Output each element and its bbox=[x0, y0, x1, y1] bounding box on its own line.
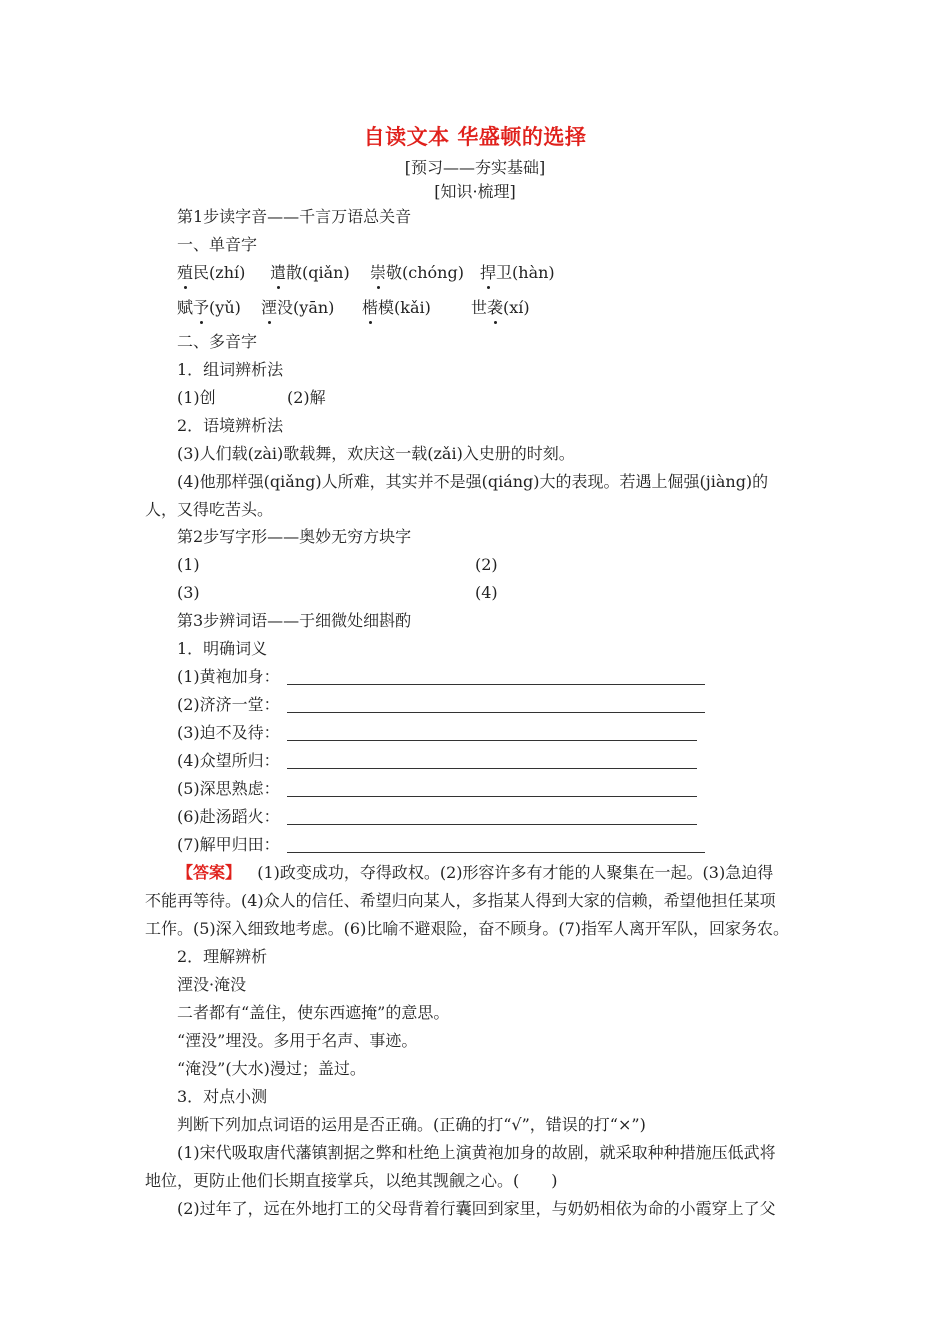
pinyin: (zhí) bbox=[209, 263, 246, 282]
answer-blank-line bbox=[287, 712, 705, 713]
pronunciation-entry bbox=[362, 297, 431, 319]
pinyin: (chóng) bbox=[402, 263, 464, 282]
definition-label: (1)黄袍加身： bbox=[177, 667, 280, 686]
quiz-instructions: 判断下列加点词语的运用是否正确。(正确的打“√”，错误的打“×”) bbox=[177, 1115, 646, 1134]
method-2-item-3: (3)人们载(zài)歌载舞，欢庆这一载(zǎi)入史册的时刻。 bbox=[177, 444, 575, 463]
step2-item-3: (3) bbox=[177, 583, 200, 602]
pinyin: (yān) bbox=[293, 298, 335, 317]
step2-item-1: (1) bbox=[177, 555, 200, 574]
pinyin: (hàn) bbox=[512, 263, 555, 282]
word-char: 散 bbox=[286, 263, 303, 282]
method-1-item-1: (1)创 bbox=[177, 388, 216, 407]
step2-heading: 第2步写字形——奥妙无穷方块字 bbox=[177, 527, 412, 546]
answer-text: (1)政变成功，夺得政权。(2)形容许多有才能的人聚集在一起。(3)急迫得 bbox=[257, 863, 774, 882]
pronunciation-entry bbox=[177, 297, 241, 319]
definition-label: (6)赴汤蹈火： bbox=[177, 807, 280, 826]
step1-heading: 第1步读字音——千言万语总关音 bbox=[177, 207, 412, 226]
pronunciation-entry bbox=[480, 262, 555, 284]
emphasis-dot-char: 予 bbox=[193, 298, 210, 317]
definition-label: (2)济济一堂： bbox=[177, 695, 280, 714]
answer-blank-line bbox=[287, 768, 697, 769]
pinyin: (yǔ) bbox=[209, 298, 241, 317]
word-char: 敬 bbox=[386, 263, 403, 282]
pronunciation-entry bbox=[270, 262, 350, 284]
section-heading-preview: [预习——夯实基础] bbox=[404, 158, 546, 177]
answer-blank-line bbox=[287, 852, 705, 853]
answer-line-3: 工作。(5)深入细致地考虑。(6)比喻不避艰险，奋不顾身。(7)指军人离开军队，回家务农。 bbox=[145, 919, 789, 938]
word-char: 没 bbox=[277, 298, 294, 317]
answer-blank-line bbox=[287, 684, 705, 685]
word-char: 赋 bbox=[177, 298, 194, 317]
quiz-question-1-line-1: (1)宋代吸取唐代藩镇割据之弊和杜绝上演黄袍加身的故剧，就采取种种措施压低武将 bbox=[177, 1143, 776, 1162]
method-1-heading: 1．组词辨析法 bbox=[177, 360, 284, 379]
word-char: 世 bbox=[471, 298, 488, 317]
emphasis-dot-char: 崇 bbox=[370, 263, 387, 282]
word-char: 民 bbox=[193, 263, 210, 282]
emphasis-dot-char: 湮 bbox=[261, 298, 278, 317]
pinyin: (qiǎn) bbox=[302, 263, 350, 282]
method-2-heading: 2．语境辨析法 bbox=[177, 416, 284, 435]
quiz-question-1-line-2: 地位，更防止他们长期直接掌兵，以绝其觊觎之心。( ) bbox=[145, 1171, 558, 1190]
pronunciation-entry bbox=[370, 262, 464, 284]
single-sound-heading: 一、单音字 bbox=[177, 235, 258, 254]
analysis-word-b: “淹没”(大水)漫过；盖过。 bbox=[177, 1059, 366, 1078]
analysis-word-a: “湮没”埋没。多用于名声、事迹。 bbox=[177, 1031, 418, 1050]
method-2-item-4-line-1: (4)他那样强(qiǎng)人所难，其实并不是强(qiáng)大的表现。若遇上倔强(jiàng)的 bbox=[177, 472, 769, 491]
pronunciation-entry bbox=[471, 297, 530, 319]
answer-blank-line bbox=[287, 740, 697, 741]
step3-heading: 第3步辨词语——于细微处细斟酌 bbox=[177, 611, 412, 630]
emphasis-dot-char: 遣 bbox=[270, 263, 287, 282]
quiz-heading: 3．对点小测 bbox=[177, 1087, 268, 1106]
definition-label: (3)迫不及待： bbox=[177, 723, 280, 742]
section-heading-knowledge: [知识·梳理] bbox=[434, 182, 516, 201]
answer-line-1 bbox=[177, 862, 773, 884]
answer-line-2: 不能再等待。(4)众人的信任、希望归向某人，多指某人得到大家的信赖，希望他担任某项 bbox=[145, 891, 776, 910]
pronunciation-entry bbox=[177, 262, 245, 284]
page-title: 自读文本 华盛顿的选择 bbox=[363, 124, 587, 149]
answer-blank-line bbox=[287, 824, 697, 825]
analysis-heading: 2．理解辨析 bbox=[177, 947, 268, 966]
pronunciation-entry bbox=[261, 297, 334, 319]
step2-item-2: (2) bbox=[475, 555, 498, 574]
answer-blank-line bbox=[287, 796, 697, 797]
definition-label: (5)深思熟虑： bbox=[177, 779, 280, 798]
word-char: 卫 bbox=[496, 263, 513, 282]
emphasis-dot-char: 殖 bbox=[177, 263, 194, 282]
definition-label: (7)解甲归田： bbox=[177, 835, 280, 854]
definition-label: (4)众望所归： bbox=[177, 751, 280, 770]
method-1-item-2: (2)解 bbox=[287, 388, 326, 407]
method-2-item-4-line-2: 人，又得吃苦头。 bbox=[145, 500, 274, 519]
quiz-question-2-line-1: (2)过年了，远在外地打工的父母背着行囊回到家里，与奶奶相依为命的小霞穿上了父 bbox=[177, 1199, 776, 1218]
analysis-word-pair: 湮没·淹没 bbox=[177, 975, 247, 994]
multi-sound-heading: 二、多音字 bbox=[177, 332, 258, 351]
pinyin: (xí) bbox=[503, 298, 530, 317]
analysis-common-meaning: 二者都有“盖住，使东西遮掩”的意思。 bbox=[177, 1003, 450, 1022]
emphasis-dot-char: 楷 bbox=[362, 298, 379, 317]
word-char: 模 bbox=[378, 298, 395, 317]
emphasis-dot-char: 捍 bbox=[480, 263, 497, 282]
step2-item-4: (4) bbox=[475, 583, 498, 602]
word-meaning-heading: 1．明确词义 bbox=[177, 639, 268, 658]
pinyin: (kǎi) bbox=[394, 298, 431, 317]
answer-label: 【答案】 bbox=[177, 863, 242, 882]
emphasis-dot-char: 袭 bbox=[487, 298, 504, 317]
